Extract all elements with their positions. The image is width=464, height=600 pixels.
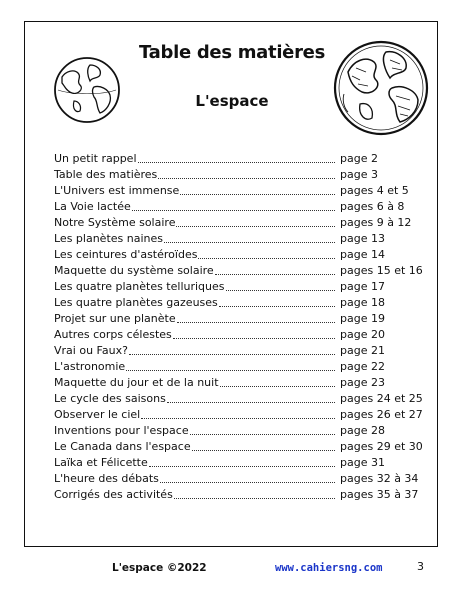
toc-entry-page: pages 24 et 25 [340, 392, 423, 405]
toc-entry-page: pages 29 et 30 [340, 440, 423, 453]
toc-entry [54, 406, 426, 422]
toc-entry-title: Maquette du jour et de la nuit [54, 376, 219, 389]
dot-leader [177, 322, 335, 323]
toc-entry-title: Projet sur une planète [54, 312, 176, 325]
toc-entry [54, 198, 426, 214]
dot-leader [180, 194, 335, 195]
toc-entry-title: Les ceintures d'astéroïdes [54, 248, 198, 261]
toc-entry [54, 230, 426, 246]
dot-leader [138, 162, 336, 163]
toc-entry [54, 166, 426, 182]
footer-copyright: L'espace ©2022 [112, 562, 207, 574]
dot-leader [164, 242, 335, 243]
toc-entry [54, 246, 426, 262]
toc-entry [54, 278, 426, 294]
toc-entry-page: pages 26 et 27 [340, 408, 423, 421]
dot-leader [149, 466, 335, 467]
toc-entry-page: page 17 [340, 280, 385, 293]
dot-leader [167, 402, 335, 403]
dot-leader [192, 450, 335, 451]
dot-leader [190, 434, 335, 435]
toc-entry [54, 342, 426, 358]
dot-leader [141, 418, 335, 419]
toc-entry-title: Vrai ou Faux? [54, 344, 128, 357]
table-of-contents [54, 150, 426, 502]
toc-entry-title: L'astronomie [54, 360, 126, 373]
toc-entry-page: page 22 [340, 360, 385, 373]
dot-leader [220, 386, 335, 387]
page-number: 3 [417, 560, 424, 573]
toc-entry-title: Maquette du système solaire [54, 264, 214, 277]
dot-leader [174, 498, 335, 499]
toc-entry-title: Les quatre planètes gazeuses [54, 296, 218, 309]
toc-entry-title: Inventions pour l'espace [54, 424, 189, 437]
toc-entry [54, 214, 426, 230]
dot-leader [132, 210, 335, 211]
dot-leader [173, 338, 335, 339]
page-subtitle: L'espace [195, 92, 269, 110]
toc-entry [54, 182, 426, 198]
toc-entry-page: page 3 [340, 168, 378, 181]
dot-leader [219, 306, 335, 307]
toc-entry-title: Autres corps célestes [54, 328, 172, 341]
dot-leader [160, 482, 335, 483]
toc-entry [54, 150, 426, 166]
toc-entry [54, 358, 426, 374]
dot-leader [198, 258, 335, 259]
toc-entry [54, 294, 426, 310]
toc-entry [54, 422, 426, 438]
toc-entry-page: page 18 [340, 296, 385, 309]
toc-entry-title: La Voie lactée [54, 200, 131, 213]
toc-entry-page: page 31 [340, 456, 385, 469]
toc-entry-title: Un petit rappel [54, 152, 137, 165]
toc-entry-page: pages 35 à 37 [340, 488, 419, 501]
earth-sketch-icon [330, 38, 432, 138]
toc-entry-page: pages 32 à 34 [340, 472, 419, 485]
dot-leader [126, 370, 335, 371]
toc-entry [54, 470, 426, 486]
toc-entry-title: Le Canada dans l'espace [54, 440, 191, 453]
toc-entry-title: L'Univers est immense [54, 184, 180, 197]
toc-entry [54, 438, 426, 454]
toc-entry-title: L'heure des débats [54, 472, 159, 485]
footer-website-link[interactable]: www.cahiersng.com [275, 562, 383, 574]
toc-entry-title: Laïka et Félicette [54, 456, 148, 469]
earth-globe-icon [52, 55, 122, 125]
dot-leader [215, 274, 335, 275]
toc-entry-page: pages 15 et 16 [340, 264, 423, 277]
dot-leader [176, 226, 335, 227]
dot-leader [129, 354, 335, 355]
toc-entry [54, 310, 426, 326]
toc-entry-title: Table des matières [54, 168, 158, 181]
toc-entry-page: page 20 [340, 328, 385, 341]
toc-entry-title: Les quatre planètes telluriques [54, 280, 225, 293]
toc-entry-title: Notre Système solaire [54, 216, 176, 229]
toc-entry [54, 374, 426, 390]
toc-entry [54, 390, 426, 406]
toc-entry-page: page 21 [340, 344, 385, 357]
toc-entry-page: pages 4 et 5 [340, 184, 409, 197]
toc-entry-page: page 13 [340, 232, 385, 245]
dot-leader [226, 290, 335, 291]
toc-entry-title: Corrigés des activités [54, 488, 173, 501]
toc-entry [54, 326, 426, 342]
toc-entry-page: page 28 [340, 424, 385, 437]
toc-entry [54, 262, 426, 278]
toc-entry-page: page 2 [340, 152, 378, 165]
toc-entry-page: pages 6 à 8 [340, 200, 405, 213]
dot-leader [158, 178, 335, 179]
toc-entry-page: page 14 [340, 248, 385, 261]
toc-entry-title: Observer le ciel [54, 408, 141, 421]
toc-entry [54, 454, 426, 470]
toc-entry-page: pages 9 à 12 [340, 216, 412, 229]
page-title: Table des matières [139, 42, 325, 63]
toc-entry [54, 486, 426, 502]
toc-entry-page: page 19 [340, 312, 385, 325]
toc-entry-title: Le cycle des saisons [54, 392, 166, 405]
toc-entry-page: page 23 [340, 376, 385, 389]
toc-entry-title: Les planètes naines [54, 232, 163, 245]
